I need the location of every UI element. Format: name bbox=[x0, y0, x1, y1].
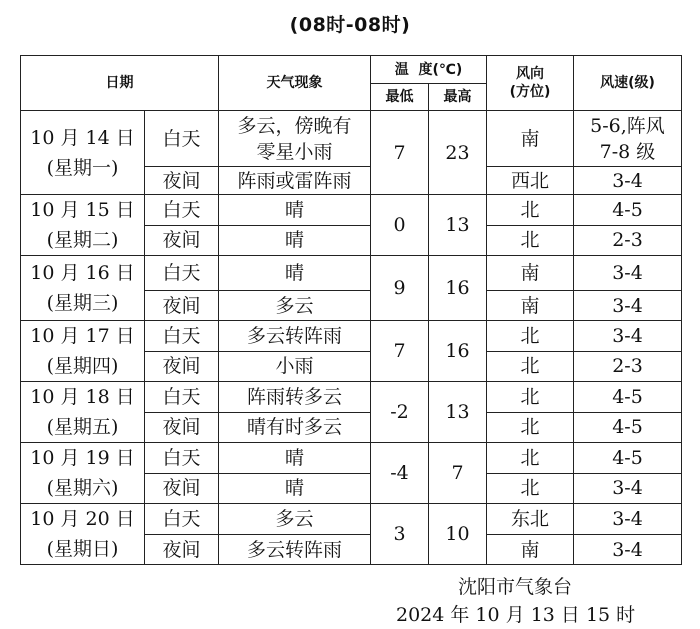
weekday-label: (星期二) bbox=[46, 229, 119, 251]
date-label: 10 月 16 日 bbox=[30, 262, 135, 284]
weather-night bbox=[219, 225, 371, 256]
forecast-period-title: (08时-08时) bbox=[289, 14, 411, 36]
wind-speed-night-line: 3-4 bbox=[612, 294, 643, 317]
wind-speed-night-line: 3-4 bbox=[612, 538, 643, 561]
weekday-label: (星期日) bbox=[46, 538, 119, 560]
weather-night-line: 晴 bbox=[284, 477, 304, 500]
wind-speed-day bbox=[574, 256, 682, 291]
weather-night bbox=[219, 473, 371, 504]
wind-speed-day bbox=[574, 321, 682, 352]
weather-night-line: 晴 bbox=[284, 229, 304, 252]
period-label-day: 白天 bbox=[145, 195, 219, 226]
header-wind-direction-sub: (方位) bbox=[509, 84, 551, 100]
weekday-label: (星期六) bbox=[46, 477, 119, 499]
issue-time: 2024 年 10 月 13 日 15 时 bbox=[396, 604, 636, 626]
temp-min: -4 bbox=[371, 443, 429, 504]
weather-day-line: 晴 bbox=[284, 262, 304, 284]
date-label: 10 月 19 日 bbox=[30, 447, 135, 469]
header-wind-direction bbox=[487, 56, 574, 111]
header-wind-direction-label: 风向 bbox=[516, 66, 544, 82]
period-label-night: 夜间 bbox=[145, 412, 219, 443]
temp-max: 7 bbox=[429, 443, 487, 504]
wind-direction-night: 南 bbox=[487, 291, 574, 321]
wind-speed-day bbox=[574, 382, 682, 413]
period-label-day: 白天 bbox=[145, 111, 219, 167]
wind-speed-night-line: 3-4 bbox=[612, 169, 643, 192]
wind-direction-night: 北 bbox=[487, 473, 574, 504]
date-label: 10 月 20 日 bbox=[30, 508, 135, 530]
temp-max: 16 bbox=[429, 256, 487, 321]
wind-speed-day-line: 5-6,阵风 bbox=[590, 114, 665, 137]
date-cell bbox=[21, 111, 145, 195]
temp-max: 13 bbox=[429, 382, 487, 443]
period-label-night: 夜间 bbox=[145, 473, 219, 504]
period-label-day: 白天 bbox=[145, 504, 219, 535]
weekday-label: (星期五) bbox=[46, 416, 119, 438]
temp-min: 0 bbox=[371, 195, 429, 256]
weather-night-line: 阵雨或雷阵雨 bbox=[237, 169, 352, 192]
temp-max: 16 bbox=[429, 321, 487, 382]
wind-speed-night bbox=[574, 167, 682, 195]
issuer: 沈阳市气象台 bbox=[458, 576, 573, 598]
wind-direction-day: 北 bbox=[487, 321, 574, 352]
header-temp-max: 最高 bbox=[429, 84, 487, 111]
wind-speed-night bbox=[574, 225, 682, 256]
wind-speed-day-line: 7-8 级 bbox=[599, 140, 656, 163]
date-label: 10 月 14 日 bbox=[30, 126, 135, 149]
date-cell bbox=[21, 382, 145, 443]
header-temp-min: 最低 bbox=[371, 84, 429, 111]
wind-direction-day: 北 bbox=[487, 443, 574, 474]
date-label: 10 月 15 日 bbox=[30, 199, 135, 221]
period-label-day: 白天 bbox=[145, 382, 219, 413]
wind-speed-night bbox=[574, 473, 682, 504]
temp-min: 9 bbox=[371, 256, 429, 321]
wind-speed-night-line: 2-3 bbox=[612, 355, 643, 378]
weekday-label: (星期四) bbox=[46, 355, 119, 377]
weather-day bbox=[219, 504, 371, 535]
wind-speed-day-line: 4-5 bbox=[612, 198, 643, 221]
temp-min: 7 bbox=[371, 321, 429, 382]
wind-speed-day bbox=[574, 504, 682, 535]
weather-day-line: 多云转阵雨 bbox=[246, 324, 342, 347]
weather-night bbox=[219, 351, 371, 382]
wind-speed-day bbox=[574, 443, 682, 474]
wind-speed-day-line: 4-5 bbox=[612, 385, 643, 408]
weather-night bbox=[219, 291, 371, 321]
date-cell bbox=[21, 321, 145, 382]
header-date: 日期 bbox=[21, 56, 219, 111]
wind-speed-night bbox=[574, 412, 682, 443]
period-label-day: 白天 bbox=[145, 443, 219, 474]
wind-speed-day bbox=[574, 111, 682, 167]
weather-day bbox=[219, 111, 371, 167]
wind-speed-day bbox=[574, 195, 682, 226]
period-label-day: 白天 bbox=[145, 256, 219, 291]
period-label-night: 夜间 bbox=[145, 167, 219, 195]
wind-speed-day-line: 3-4 bbox=[612, 324, 643, 347]
weather-night bbox=[219, 167, 371, 195]
day-row bbox=[21, 504, 682, 535]
weekday-label: (星期一) bbox=[46, 156, 119, 179]
day-row bbox=[21, 195, 682, 226]
wind-speed-day-line: 4-5 bbox=[612, 446, 643, 469]
weather-night-line: 多云转阵雨 bbox=[246, 538, 342, 561]
day-row bbox=[21, 382, 682, 413]
wind-direction-night: 南 bbox=[487, 535, 574, 565]
weather-day-line: 阵雨转多云 bbox=[246, 385, 342, 408]
weekday-label: (星期三) bbox=[46, 292, 119, 314]
period-label-night: 夜间 bbox=[145, 351, 219, 382]
weather-night-line: 小雨 bbox=[275, 355, 314, 378]
header-wind-speed: 风速(级) bbox=[574, 56, 682, 111]
weather-night-line: 多云 bbox=[275, 294, 314, 317]
date-cell bbox=[21, 195, 145, 256]
weather-day-line: 多云 bbox=[275, 508, 314, 530]
table-header-row bbox=[21, 56, 682, 84]
period-label-night: 夜间 bbox=[145, 225, 219, 256]
date-label: 10 月 18 日 bbox=[30, 386, 135, 408]
wind-speed-night-line: 4-5 bbox=[612, 416, 643, 439]
weather-day-line: 晴 bbox=[284, 198, 304, 221]
header-temperature: 温 度(℃) bbox=[371, 56, 487, 84]
day-row bbox=[21, 321, 682, 352]
wind-direction-night: 西北 bbox=[487, 167, 574, 195]
weather-night-line: 晴有时多云 bbox=[246, 416, 342, 439]
wind-direction-day: 东北 bbox=[487, 504, 574, 535]
day-row bbox=[21, 256, 682, 291]
wind-direction-night: 北 bbox=[487, 412, 574, 443]
weather-day-line: 晴 bbox=[284, 446, 304, 469]
wind-direction-night: 北 bbox=[487, 225, 574, 256]
date-label: 10 月 17 日 bbox=[30, 325, 135, 347]
wind-speed-night-line: 2-3 bbox=[612, 229, 643, 252]
wind-speed-night bbox=[574, 351, 682, 382]
temp-max: 23 bbox=[429, 111, 487, 195]
temp-max: 10 bbox=[429, 504, 487, 565]
day-row bbox=[21, 111, 682, 167]
weather-day-line: 零星小雨 bbox=[256, 140, 333, 163]
period-label-night: 夜间 bbox=[145, 291, 219, 321]
temp-min: 7 bbox=[371, 111, 429, 195]
wind-speed-night bbox=[574, 535, 682, 565]
weather-day bbox=[219, 443, 371, 474]
date-cell bbox=[21, 504, 145, 565]
temp-min: 3 bbox=[371, 504, 429, 565]
period-label-day: 白天 bbox=[145, 321, 219, 352]
wind-direction-day: 北 bbox=[487, 382, 574, 413]
period-label-night: 夜间 bbox=[145, 535, 219, 565]
weather-night bbox=[219, 412, 371, 443]
weather-day bbox=[219, 321, 371, 352]
wind-speed-day-line: 3-4 bbox=[612, 508, 643, 530]
weather-day bbox=[219, 256, 371, 291]
temp-min: -2 bbox=[371, 382, 429, 443]
header-weather: 天气现象 bbox=[219, 56, 371, 111]
weather-night bbox=[219, 535, 371, 565]
weather-day bbox=[219, 195, 371, 226]
wind-speed-night bbox=[574, 291, 682, 321]
wind-speed-day-line: 3-4 bbox=[612, 262, 643, 284]
day-row bbox=[21, 443, 682, 474]
wind-direction-day: 南 bbox=[487, 111, 574, 167]
wind-direction-day: 北 bbox=[487, 195, 574, 226]
weather-day bbox=[219, 382, 371, 413]
wind-speed-night-line: 3-4 bbox=[612, 477, 643, 500]
wind-direction-day: 南 bbox=[487, 256, 574, 291]
date-cell bbox=[21, 256, 145, 321]
weather-day-line: 多云，傍晚有 bbox=[237, 114, 352, 137]
temp-max: 13 bbox=[429, 195, 487, 256]
wind-direction-night: 北 bbox=[487, 351, 574, 382]
date-cell bbox=[21, 443, 145, 504]
weather-forecast-table bbox=[20, 55, 682, 565]
